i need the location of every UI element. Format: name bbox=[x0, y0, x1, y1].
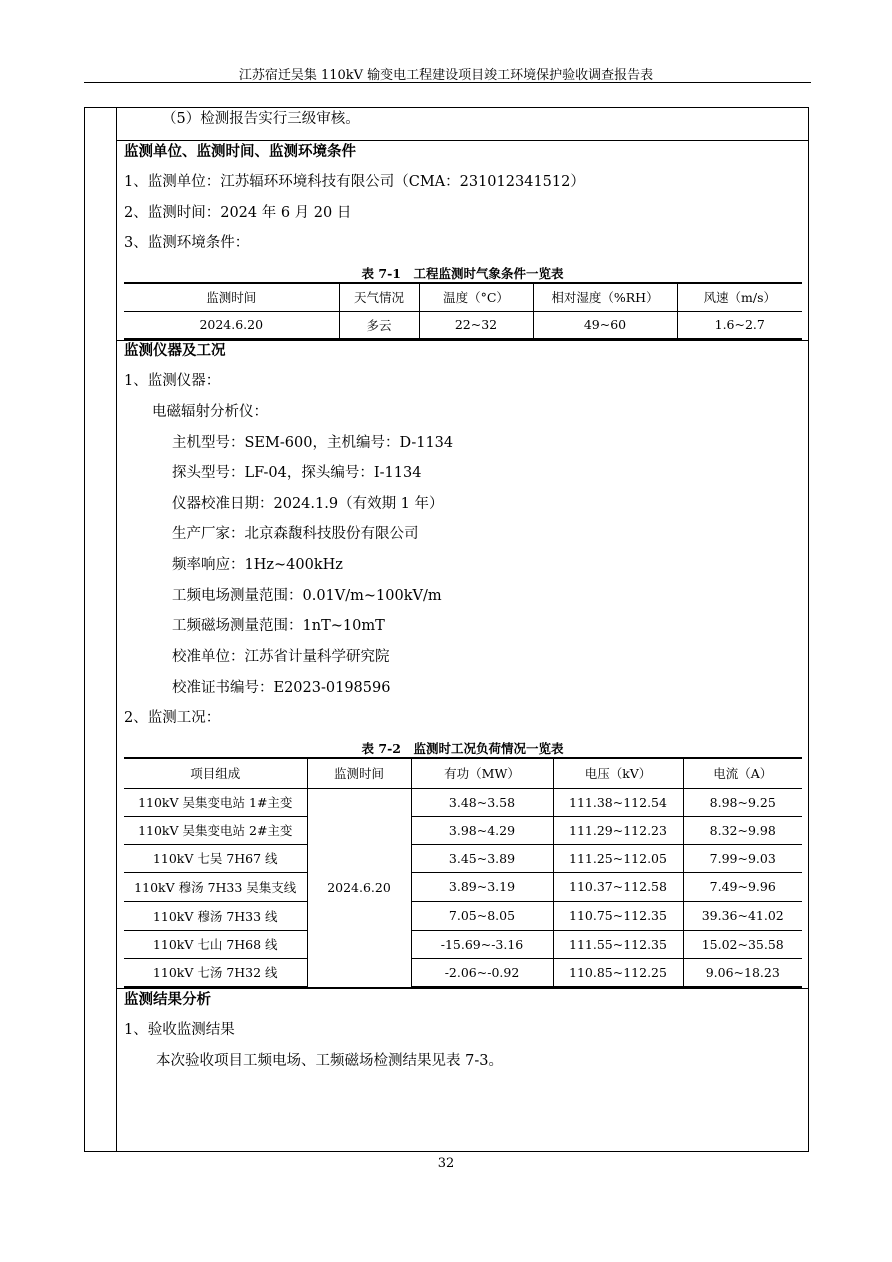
table2-cell: 110.85~112.25 bbox=[553, 958, 683, 987]
table2-cell: 3.45~3.89 bbox=[411, 844, 553, 872]
load-table bbox=[124, 757, 802, 988]
table2-cell: 39.36~41.02 bbox=[683, 901, 802, 930]
monitoring-unit: 1、监测单位：江苏辐环环境科技有限公司（CMA：231012341512） bbox=[124, 174, 585, 190]
table1-cell: 49~60 bbox=[533, 311, 677, 339]
table-row-name: 110kV 吴集变电站 2#主变 bbox=[124, 816, 307, 844]
table2-header-voltage: 电压（kV） bbox=[553, 758, 683, 788]
table2-cell: 7.49~9.96 bbox=[683, 872, 802, 901]
table-row-name: 110kV 七汤 7H32 线 bbox=[124, 958, 307, 987]
table2-cell: 111.55~112.35 bbox=[553, 930, 683, 958]
table2-cell: 3.98~4.29 bbox=[411, 816, 553, 844]
table1-cell: 22~32 bbox=[419, 311, 533, 339]
instrument-line: 频率响应：1Hz~400kHz bbox=[172, 557, 343, 573]
table2-caption: 表 7-2 监测时工况负荷情况一览表 bbox=[361, 741, 564, 756]
table2-cell: 7.05~8.05 bbox=[411, 901, 553, 930]
table2-cell: 3.89~3.19 bbox=[411, 872, 553, 901]
operating-conditions-title: 2、监测工况： bbox=[124, 710, 221, 726]
table2-date: 2024.6.20 bbox=[307, 788, 411, 987]
page-number: 32 bbox=[437, 1156, 455, 1171]
table2-cell: -15.69~-3.16 bbox=[411, 930, 553, 958]
table1-cell: 2024.6.20 bbox=[124, 311, 339, 339]
table-row-name: 110kV 穆汤 7H33 线 bbox=[124, 901, 307, 930]
section-heading-instruments: 监测仪器及工况 bbox=[124, 342, 226, 359]
table2-cell: 8.32~9.98 bbox=[683, 816, 802, 844]
monitoring-environment: 3、监测环境条件： bbox=[124, 235, 250, 251]
weather-table bbox=[124, 282, 802, 340]
instrument-line: 探头型号：LF-04，探头编号：I-1134 bbox=[172, 465, 422, 481]
table2-cell: 7.99~9.03 bbox=[683, 844, 802, 872]
table-row-name: 110kV 七山 7H68 线 bbox=[124, 930, 307, 958]
instrument-device: 电磁辐射分析仪： bbox=[152, 404, 268, 420]
table2-header-component: 项目组成 bbox=[124, 758, 307, 788]
table2-cell: -2.06~-0.92 bbox=[411, 958, 553, 987]
monitoring-time: 2、监测时间：2024 年 6 月 20 日 bbox=[124, 205, 352, 221]
table1-header-humidity: 相对湿度（%RH） bbox=[533, 283, 677, 311]
instrument-line: 主机型号：SEM-600，主机编号：D-1134 bbox=[172, 435, 454, 451]
table1-cell: 1.6~2.7 bbox=[677, 311, 802, 339]
table2-cell: 110.37~112.58 bbox=[553, 872, 683, 901]
table1-cell: 多云 bbox=[339, 311, 419, 339]
instrument-line: 仪器校准日期：2024.1.9（有效期 1 年） bbox=[172, 496, 444, 512]
instrument-line: 校准单位：江苏省计量科学研究院 bbox=[172, 649, 390, 665]
instrument-line: 工频磁场测量范围：1nT~10mT bbox=[172, 618, 385, 634]
table-row-name: 110kV 穆汤 7H33 吴集支线 bbox=[124, 872, 307, 901]
table1-header-weather: 天气情况 bbox=[339, 283, 419, 311]
intro-line: （5）检测报告实行三级审核。 bbox=[162, 111, 360, 127]
table2-cell: 110.75~112.35 bbox=[553, 901, 683, 930]
section-heading-results: 监测结果分析 bbox=[124, 991, 211, 1008]
table2-cell: 111.38~112.54 bbox=[553, 788, 683, 816]
section-heading-monitoring-unit: 监测单位、监测时间、监测环境条件 bbox=[124, 143, 356, 160]
table2-header-active-power: 有功（MW） bbox=[411, 758, 553, 788]
table2-cell: 111.29~112.23 bbox=[553, 816, 683, 844]
table2-cell: 8.98~9.25 bbox=[683, 788, 802, 816]
table2-cell: 15.02~35.58 bbox=[683, 930, 802, 958]
instrument-line: 校准证书编号：E2023-0198596 bbox=[172, 680, 391, 696]
table-row-name: 110kV 吴集变电站 1#主变 bbox=[124, 788, 307, 816]
header-rule bbox=[84, 82, 811, 83]
table1-caption: 表 7-1 工程监测时气象条件一览表 bbox=[361, 266, 564, 281]
table1-header-time: 监测时间 bbox=[124, 283, 339, 311]
page-header: 江苏宿迁吴集 110kV 输变电工程建设项目竣工环境保护验收调查报告表 bbox=[238, 68, 654, 83]
table1-header-wind: 风速（m/s） bbox=[677, 283, 802, 311]
table2-cell: 3.48~3.58 bbox=[411, 788, 553, 816]
table2-cell: 111.25~112.05 bbox=[553, 844, 683, 872]
table-row-name: 110kV 七吴 7H67 线 bbox=[124, 844, 307, 872]
results-text: 本次验收项目工频电场、工频磁场检测结果见表 7-3。 bbox=[156, 1053, 503, 1069]
instrument-title: 1、监测仪器： bbox=[124, 373, 221, 389]
table1-header-temperature: 温度（°C） bbox=[419, 283, 533, 311]
section-separator bbox=[116, 988, 809, 989]
section-separator bbox=[116, 140, 809, 141]
table2-cell: 9.06~18.23 bbox=[683, 958, 802, 987]
results-subtitle: 1、验收监测结果 bbox=[124, 1022, 235, 1038]
section-separator bbox=[116, 340, 809, 341]
instrument-line: 生产厂家：北京森馥科技股份有限公司 bbox=[172, 526, 419, 542]
table2-header-time: 监测时间 bbox=[307, 758, 411, 788]
instrument-line: 工频电场测量范围：0.01V/m~100kV/m bbox=[172, 588, 442, 604]
table2-header-current: 电流（A） bbox=[683, 758, 802, 788]
